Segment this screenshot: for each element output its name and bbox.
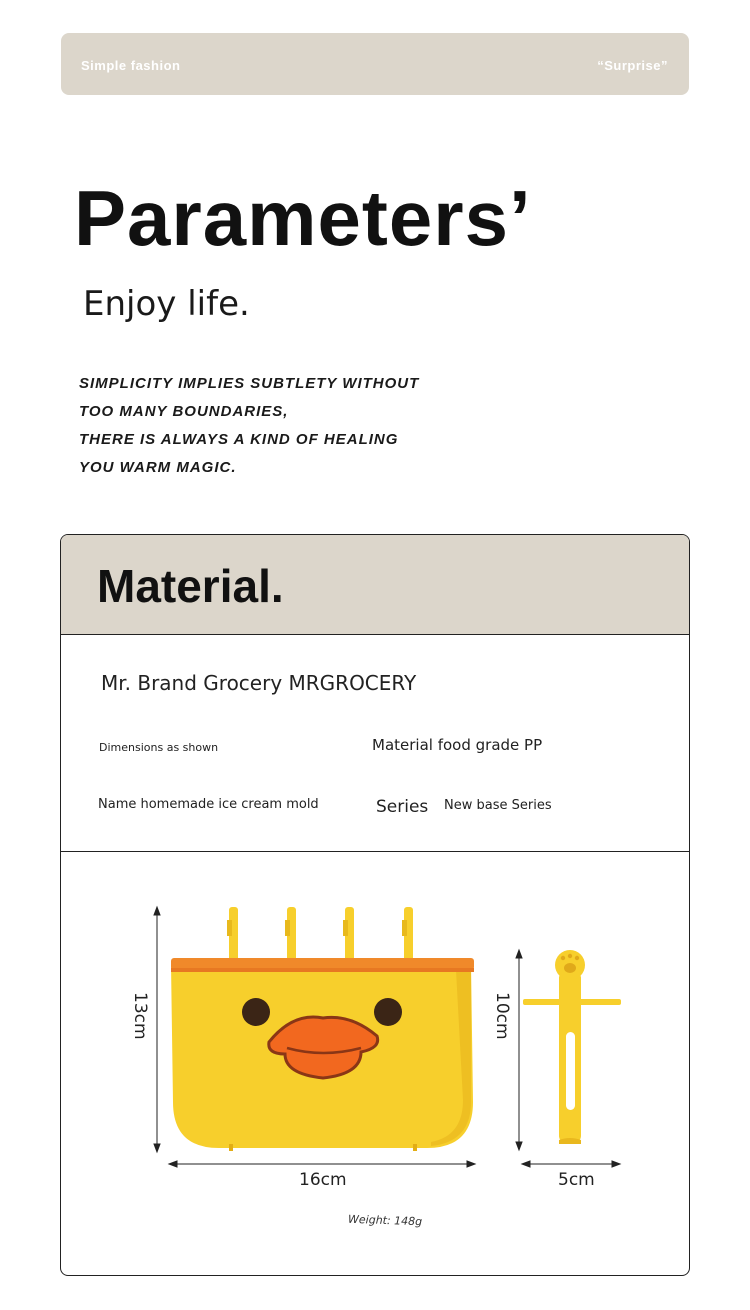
banner-right-text: “Surprise”	[597, 58, 668, 73]
material-header	[61, 535, 689, 635]
series-label: Series	[376, 797, 429, 817]
duck-mold	[171, 958, 474, 1151]
dimensions-text: Dimensions as shown	[99, 741, 219, 754]
spec-section	[61, 635, 689, 852]
product-illustration	[61, 852, 689, 1275]
brand-text: Mr. Brand Grocery MRGROCERY	[101, 671, 417, 695]
top-banner	[61, 33, 689, 95]
single-stick	[523, 950, 621, 1144]
tagline	[79, 370, 499, 482]
product-name-text: Name homemade ice cream mold	[98, 797, 319, 812]
stick-width-label: 5cm	[558, 1170, 595, 1190]
series-value: New base Series	[444, 798, 552, 813]
mold-width-label: 16cm	[299, 1170, 347, 1190]
page-subtitle: Enjoy life.	[83, 284, 250, 324]
tagline-line: THERE IS ALWAYS A KIND OF HEALING	[79, 431, 399, 448]
mold-height-label: 13cm	[130, 992, 150, 1040]
banner-left-text: Simple fashion	[81, 58, 181, 73]
material-card	[60, 534, 690, 1276]
mold-sticks	[227, 907, 413, 962]
tagline-line: TOO MANY BOUNDARIES,	[79, 403, 289, 420]
tagline-line: YOU WARM MAGIC.	[79, 459, 237, 476]
weight-label: Weight: 148g	[347, 1212, 423, 1229]
material-title: Material.	[97, 560, 284, 612]
page-title: Parameters’	[74, 174, 532, 262]
material-text: Material food grade PP	[372, 736, 543, 754]
product-diagram	[61, 852, 689, 1275]
stick-height-label: 10cm	[492, 992, 512, 1040]
tagline-line: SIMPLICITY IMPLIES SUBTLETY WITHOUT	[79, 375, 420, 392]
